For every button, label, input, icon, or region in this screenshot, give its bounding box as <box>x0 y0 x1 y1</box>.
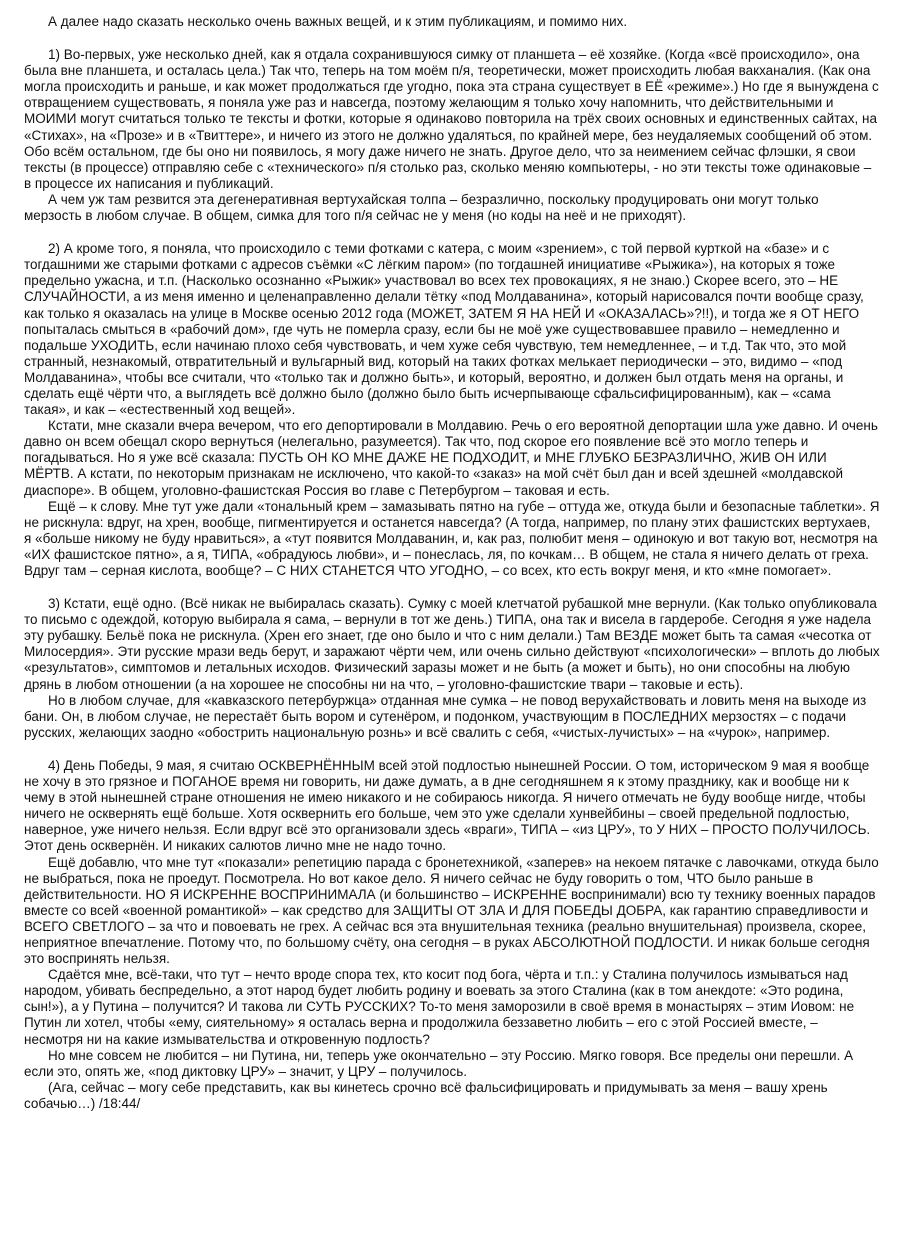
paragraph-item-4-continued-a: Ещё добавлю, что мне тут «показали» репетицию парада с бронетехникой, «заперев» на некоем пятачке с лавочками, откуда было не выбраться, пока не проедут. Посмотрела. Но вот какое дело. Я ничего сейчас не буду говорить о том, ЧТО было раньше в действительности. НО Я ИСКРЕННЕ ВОСПРИНИМАЛА (и большинство – ИСКРЕННЕ воспринимали) всю ту технику военных парадов вместе со всей «военной романтикой» – как средство для ЗАЩИТЫ ОТ ЗЛА И ДЛЯ ПОБЕДЫ ДОБРА, как гарантию справедливости и ВСЕГО СВЕТЛОГО – за что и повоевать не грех. А сейчас вся эта внушительная техника (реально внушительная) произвела, скорее, неприятное впечатление. Потому что, по большому счёту, она сегодня – в руках АБСОЛЮТНОЙ ПОДЛОСТИ. И никак больше сегодня это воспринять нельзя. <box>24 854 879 967</box>
paragraph-item-4: 4) День Победы, 9 мая, я считаю ОСКВЕРНЁННЫМ всей этой подлостью нынешней России. О том, историческом 9 мая я вообще не хочу в это грязное и ПОГАНОЕ время ни говорить, ни даже думать, а в дне сегодняшнем я к этому празднику, как и вообще ни к чему в этой нынешней стране отношения не имею никакого и не собираюсь никогда. Я ничего отмечать не буду вообще нигде, чтобы ничего не осквернять ещё больше. Хотя осквернить его больше, чем это уже сделали хунвейбины – своей предельной подлостью, наверное, уже ничего нельзя. Если вдруг всё это организовали здесь «враги», ТИПА – «из ЦРУ», то У НИХ – ПРОСТО ПОЛУЧИЛОСЬ. Этот день осквернён. И никаких салютов лично мне не надо точно. <box>24 757 871 854</box>
paragraph-gap <box>24 224 880 241</box>
paragraph-item-4-continued-b: Сдаётся мне, всё-таки, что тут – нечто вроде спора тех, кто косит под бога, чёрта и т.п.: у Сталина получилось измываться над народом, убивать беспредельно, а этот народ будет любить родину и воевать за этого Сталина (как в том анекдоте: «Это родина, сын!»), а у Путина – получится? И такова ли СУТЬ РУССКИХ? То-то меня заморозили в своё время в монастырях – этим Иовом: не Путин ли хотел, чтобы «ему, сиятельному» я осталась верна и продолжила беззаветно любить – его с этой Россией вместе, – несмотря ни на какие измывательства и откровенную подлость? <box>24 967 855 1047</box>
paragraph-item-2-continued-a: Кстати, мне сказали вчера вечером, что его депортировали в Молдавию. Речь о его вероятной депортации шла уже давно. И очень давно он всем обещал скоро вернуться (нелегально, разумеется). Так что, под скорое его появление всё это могло теперь и погадываться. Но я уже всё сказала: ПУСТЬ ОН КО МНЕ ДАЖЕ НЕ ПОДХОДИТ, и МНЕ ГЛУБКО БЕЗРАЗЛИЧНО, ЖИВ ОН ИЛИ МЁРТВ. А кстати, по некоторым признакам не исключено, что какой-то «заказ» на мой счёт был дан и всей здешней «молдавской диаспоре». В общем, уголовно-фашистская Россия во главе с Петербургом – таковая и есть. <box>24 418 878 498</box>
paragraph-item-2-continued-b: Ещё – к слову. Мне тут уже дали «тональный крем – замазывать пятно на губе – оттуда же, откуда были и безопасные таблетки». Я не рискнула: вдруг, на хрен, вообще, пигментируется и останется навсегда? (А тогда, например, по плану этих фашистских вертухаев, я «больше никому не буду нравиться», а «тут появится Молдаванин, и, как раз, полюбит меня – одинокую и вот такую вот, несмотря на «ИХ фашистское пятно», а я, ТИПА, «обрадуюсь любви», и – понеслась, ля, по кочкам… В общем, не стала я ничего делать от греха. Вдруг там – серная кислота, вообще? – С НИХ СТАНЕТСЯ ЧТО УГОДНО, – со всех, кто есть вокруг меня, и кто «мне помогает». <box>24 498 880 578</box>
paragraph-item-4-continued-c: Но мне совсем не любится – ни Путина, ни, теперь уже окончательно – эту Россию. Мягко говоря. Все пределы они перешли. А если это, опять же, «под диктовку ЦРУ» – значит, у ЦРУ – получилось. <box>24 1047 854 1079</box>
paragraph-item-1-continued: А чем уж там резвится эта дегенеративная вертухайская толпа – безразлично, поскольку продуцировать они могут только мерзость в любом случае. В общем, симка для того п/я сейчас не у меня (но коды на неё и не приходят). <box>24 191 819 224</box>
paragraph-item-3-continued: Но в любом случае, для «кавказского петербуржца» отданная мне сумка – не повод верухайствовать и ловить меня на выходе из бани. Он, в любом случае, не перестаёт быть вором и сутенёром, и подонком, участвующим в ПОСЛЕДНИХ мерзостях – с подачи русских, желающих заодно «обострить национальную рознь» и всё свалить с себя, «чистых-лучистых» – на «чурок», например. <box>24 692 867 740</box>
paragraph-intro: А далее надо сказать несколько очень важных вещей, и к этим публикациям, и помимо них. <box>48 14 628 29</box>
paragraph-gap <box>24 30 880 47</box>
paragraph-item-1: 1) Во-первых, уже несколько дней, как я отдала сохранившуюся симку от планшета – её хозяйке. (Когда «всё происходило», она была вне планшета, и осталась цела.) Так что, теперь на том моём п/я, теоретически, может происходить любая вакханалия. (Как она могла происходить и раньше, и как может продолжаться где угодно, пока эта страна существует в ЕЁ «режиме».) Но где я вынуждена с отвращением существовать, я поняла уже раз и навсегда, поэтому желающим я только хочу напомнить, что действительными и МОИМИ могут считаться только те тексты и фотки, которые я одинаково повторила на трёх своих основных и единственных сайтах, на «Стихах», на «Прозе» и в «Твиттере», и ничего из этого не должно удаляться, по крайней мере, без неудаляемых сообщений об этом. Обо всём остальном, где бы оно ни появилось, я могу даже ничего не знать. Другое дело, что за неимением сейчас флэшки, я свои тексты (в процессе) отправляю себе с «технического» п/я столько раз, сколько меняю компьютеры, - но эти тексты тоже одинаковые – в процессе их написания и публикаций. <box>24 47 879 191</box>
paragraph-gap <box>24 579 880 596</box>
paragraph-gap <box>24 741 880 758</box>
paragraph-item-2: 2) А кроме того, я поняла, что происходило с теми фотками с катера, с моим «зрением», с той первой курткой на «базе» и с тогдашними же старыми фотками с адресов съёмки «С лёгким паром» (по тогдашней инициативе «Рыжика»), на которых я тоже предельно ужасна, и т.п. (Насколько осознанно «Рыжик» участвовал во всех тех провокациях, я не знаю.) Скорее всего, это – НЕ СЛУЧАЙНОСТИ, а из меня именно и целенаправленно делали тётку «под Молдаванина», который нарисовался почти вообще сразу, как только я оказалась на улице в Москве осенью 2012 года (МОЖЕТ, ЗАТЕМ Я НА НЕЙ И «ОКАЗАЛАСЬ»?!!), и тогда же я ОТ НЕГО попыталась смыться в «рабочий дом», где чуть не померла сразу, если бы не моё уже существовавшее правило – немедленно и подальше УХОДИТЬ, если начинаю плохо себя чувствовать, и чем хуже себя чувствую, тем немедленнее, – и т.д. Так что, это мой странный, незнакомый, отвратительный и вульгарный вид, который на таких фотках мелькает периодически – это, видимо – «под Молдаванина», чтобы все считали, что «только так и должно быть», и который, вероятно, и должен был отдать меня на органы, и сделать ещё чёрти что, а выглядеть всё должно было (должно было быть исчерпывающе сфальсифицированным), как – «сама такая», и как – «естественный ход вещей». <box>24 241 864 418</box>
paragraph-item-3: 3) Кстати, ещё одно. (Всё никак не выбиралась сказать). Сумку с моей клетчатой рубашкой мне вернули. (Как только опубликовала то письмо с одеждой, которую выбирала я сама, – вернули в тот же день.) ТИПА, она так и висела в гардеробе. Сегодня я уже надела эту рубашку. Бельё пока не рискнула. (Хрен его знает, где оно было и что с ним делали.) Там ВЕЗДЕ может быть та самая «чесотка от Милосердия». Эти русские мрази ведь берут, и заражают чёрти чем, или очень сильно действуют «психологически» – вплоть до любых «результатов», симптомов и летальных исходов. Физический заразы может и не быть (а может и быть), но они способны на любую дрянь в любом отношении (а на хорошее не способны ни на что, – уголовно-фашистские твари – таковые и есть). <box>24 596 880 692</box>
paragraph-closing: (Ага, сейчас – могу себе представить, как вы кинетесь срочно всё фальсифицировать и придумывать за меня – вашу хрень собачью…) /18:44/ <box>24 1079 828 1111</box>
